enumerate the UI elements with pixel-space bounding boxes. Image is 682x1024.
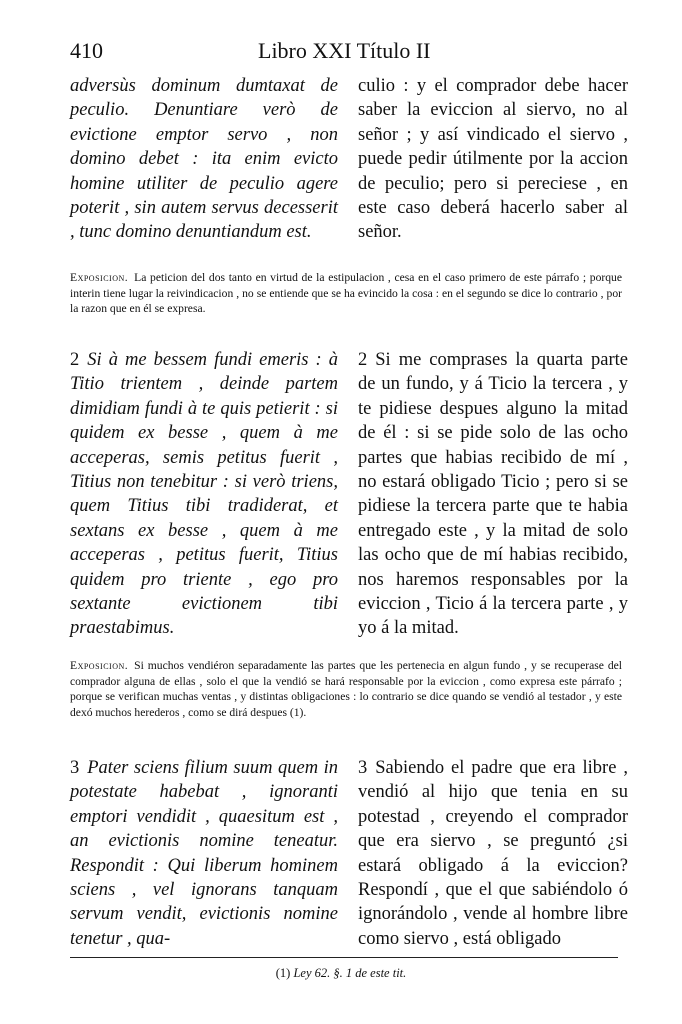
section-2 bbox=[70, 348, 628, 648]
exposicion-1 bbox=[70, 270, 622, 317]
spanish-column bbox=[358, 756, 628, 951]
spanish-column bbox=[358, 348, 628, 641]
paragraph-number: 3 bbox=[358, 758, 368, 778]
exposicion-label: Exposicion. bbox=[70, 659, 129, 672]
exposicion-text: Si muchos vendiéron separadamente las partes que les pertenecia en algun fundo , y se recuperase del comprador alguna de ellas , solo el que la vendió se hará responsable por la eviccion , como expresa este párrafo ; porque se verifican muchas ventas , y distintas obligaciones : lo contrario se dice quando se vendió al testador , y este dexó muchos herederos , como se dirá despues (1). bbox=[70, 659, 622, 719]
footnote bbox=[0, 966, 682, 981]
exposicion-text: La peticion del dos tanto en virtud de la estipulacion , cesa en el caso primero de este párrafo ; porque interin tiene lugar la reivindicacion , no se entiende que se ha evincido la cosa : en el segundo se dice lo contrario , por la razon que en él se expresa. bbox=[70, 271, 622, 316]
page-number: 410 bbox=[70, 38, 103, 63]
exposicion-2 bbox=[70, 658, 622, 720]
spanish-text: Si me comprases la quarta parte de un fundo, y á Ticio la tercera , y te pidiese despues alguno la mitad de él : si se pide solo de las ocho partes que habias recibido de mí , no estará obligado Ticio ; pero si se pidiese la tercera parte que te habia entregado este , y la mitad de solo las ocho que de mí habias recibido, nos haremos responsables por la eviccion , Ticio á la tercera parte , y yo á la mitad. bbox=[358, 350, 628, 639]
latin-column bbox=[70, 756, 338, 951]
latin-column bbox=[70, 348, 338, 641]
running-title: Libro XXI Título II bbox=[258, 38, 431, 63]
section-1 bbox=[70, 74, 628, 264]
latin-text: Si à me bessem fundi emeris : à Titio trientem , deinde partem dimidiam fundi à te quis petierit : si quidem ex besse , quem à me acceperas, semis petitus fuerit , Titius non tenebitur : si verò triens, quem Titius tibi tradiderat, et sextans ex besse , quem à me acceperas , petitus fuerit, Titius quidem pro triente , ego pro sextante evictionem tibi praestabimus. bbox=[70, 350, 338, 639]
latin-text: adversùs dominum dumtaxat de peculio. Denuntiare verò de evictione emptor servo , non domino debet : ita enim evicto homine utiliter de peculio agere poterit , sin autem servus decesserit , tunc domino denuntiandum est. bbox=[70, 76, 338, 243]
spanish-text: Sabiendo el padre que era libre , vendió al hijo que tenia en su potestad , creyendo el comprador que era siervo , se preguntó ¿si estará obligado á la eviccion? Respondí , que el que sabiéndolo ó ignorándolo , vende al hombre libre como siervo , está obligado bbox=[358, 758, 628, 949]
section-3 bbox=[70, 756, 628, 952]
spanish-column bbox=[358, 74, 628, 245]
footnote-rule bbox=[70, 957, 618, 958]
paragraph-number: 2 bbox=[358, 350, 368, 370]
footnote-reference: Ley 62. §. 1 de este tit. bbox=[293, 966, 407, 980]
exposicion-label: Exposicion. bbox=[70, 271, 129, 284]
footnote-marker: (1) bbox=[275, 966, 291, 980]
paragraph-number: 2 bbox=[70, 350, 80, 370]
paragraph-number: 3 bbox=[70, 758, 80, 778]
spanish-text: culio : y el comprador debe hacer saber la eviccion al siervo, no al señor ; y así vindicado el siervo , puede pedir útilmente por la accion de peculio; pero si pereciese , en este caso deberá hacerlo saber al señor. bbox=[358, 76, 628, 243]
latin-column bbox=[70, 74, 338, 245]
latin-text: Pater sciens filium suum quem in potestate habebat , ignoranti emptori vendidit , quaesitum est , an evictionis nomine teneatur. Respondit : Qui liberum hominem sciens , vel ignorans tanquam servum vendit, evictionis nomine tenetur , qua- bbox=[70, 758, 338, 949]
page-header bbox=[70, 38, 630, 70]
